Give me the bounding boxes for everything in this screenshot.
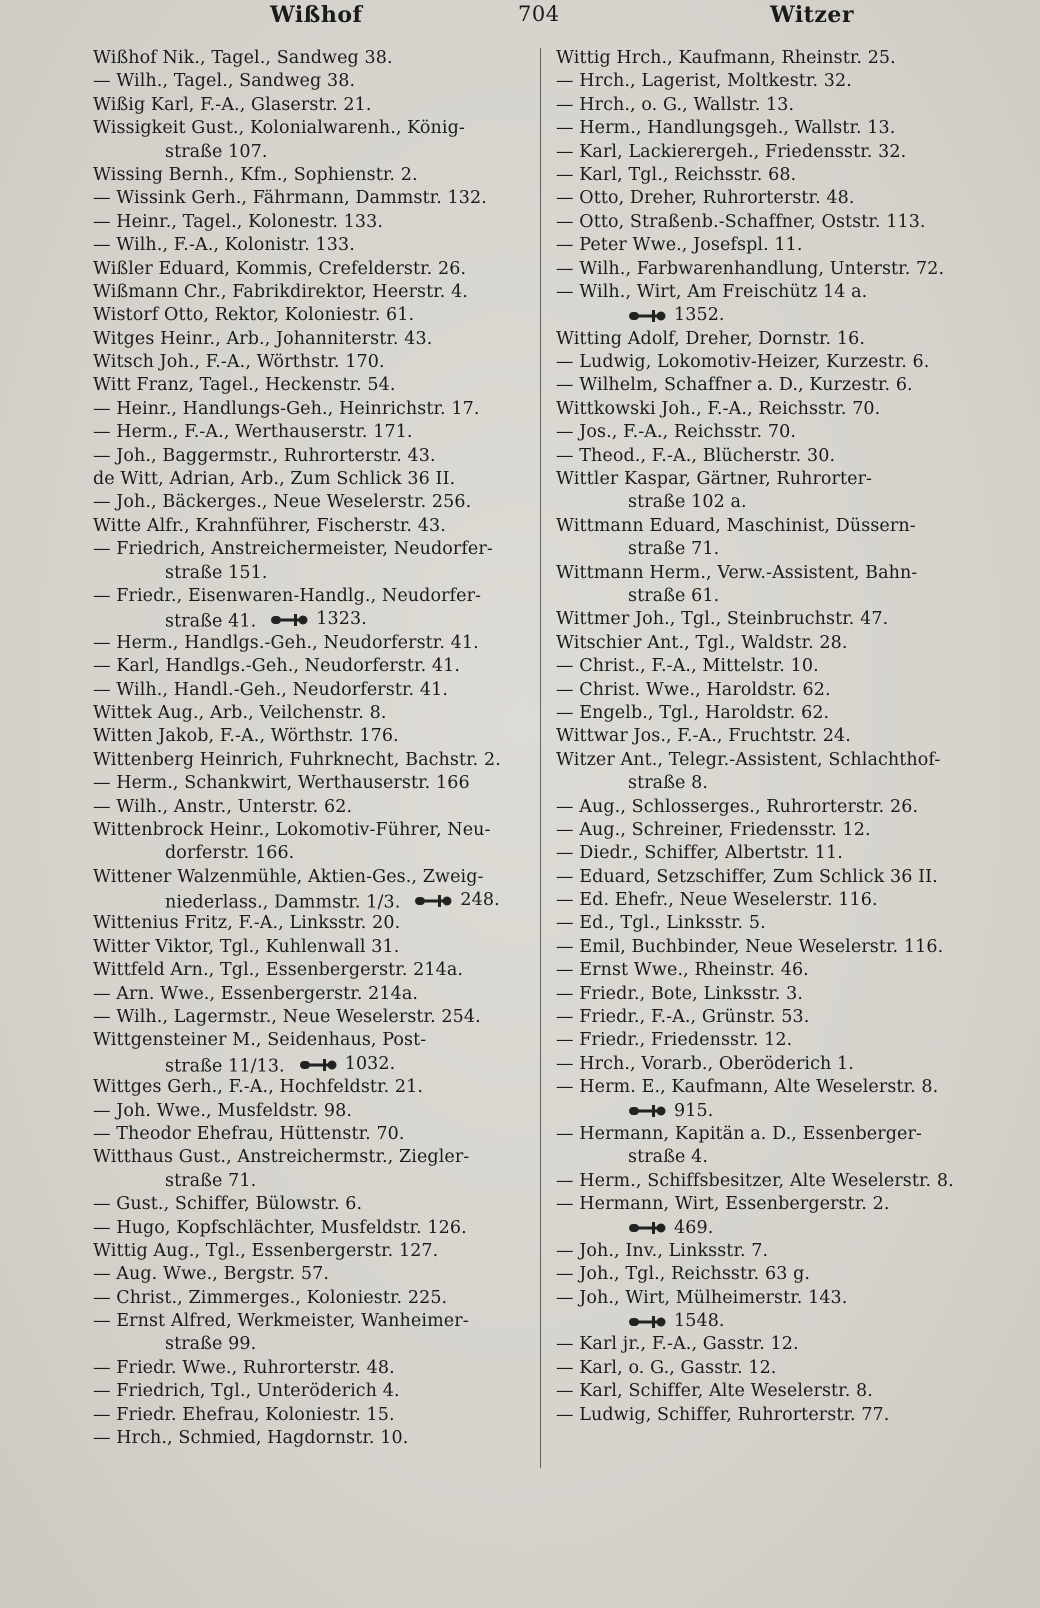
directory-entry bbox=[556, 866, 996, 889]
entry-text: — Karl, Tgl., Reichsstr. 68. bbox=[556, 164, 797, 185]
entry-text: straße 71. bbox=[628, 539, 720, 560]
header-right-keyword: Witzer bbox=[770, 2, 854, 28]
telephone-number bbox=[299, 1053, 396, 1076]
entry-text: — Friedrich, Tgl., Unteröderich 4. bbox=[93, 1381, 400, 1402]
column-divider bbox=[540, 48, 541, 1468]
entry-text: straße 71. bbox=[165, 1170, 257, 1191]
directory-entry bbox=[93, 1404, 533, 1427]
directory-entry bbox=[556, 234, 996, 257]
directory-entry bbox=[93, 912, 533, 935]
directory-entry bbox=[556, 702, 996, 725]
directory-entry bbox=[556, 351, 996, 374]
directory-entry bbox=[93, 398, 533, 421]
directory-entry bbox=[556, 1263, 996, 1286]
phone-number-text: 1323. bbox=[316, 609, 367, 630]
entry-continuation bbox=[556, 304, 996, 327]
directory-entry bbox=[556, 468, 996, 491]
directory-entry bbox=[93, 374, 533, 397]
phone-number-text: 1032. bbox=[344, 1053, 396, 1074]
entry-text: Witges Heinr., Arb., Johanniterstr. 43. bbox=[93, 328, 433, 349]
entry-text: straße 151. bbox=[165, 562, 268, 583]
entry-text: Witter Viktor, Tgl., Kuhlenwall 31. bbox=[93, 936, 400, 957]
entry-text: — Wilh., Anstr., Unterstr. 62. bbox=[93, 796, 353, 817]
telephone-number bbox=[628, 1100, 713, 1123]
entry-text: — Joh., Inv., Linksstr. 7. bbox=[556, 1240, 769, 1261]
entry-text: — Herm., Handlgs.-Geh., Neudorferstr. 41. bbox=[93, 632, 479, 653]
entry-continuation bbox=[556, 1146, 996, 1169]
right-column bbox=[556, 47, 996, 1427]
directory-entry bbox=[93, 1240, 533, 1263]
entry-text: Wittmer Joh., Tgl., Steinbruchstr. 47. bbox=[556, 609, 889, 630]
directory-entry bbox=[93, 445, 533, 468]
entry-continuation bbox=[93, 608, 533, 631]
directory-entry bbox=[556, 959, 996, 982]
entry-text: Wissigkeit Gust., Kolonialwarenh., König- bbox=[93, 118, 465, 139]
entry-text: — Engelb., Tgl., Haroldstr. 62. bbox=[556, 702, 830, 723]
directory-entry bbox=[93, 421, 533, 444]
entry-text: Wistorf Otto, Rektor, Koloniestr. 61. bbox=[93, 305, 415, 326]
entry-continuation bbox=[93, 1170, 533, 1193]
directory-entry bbox=[556, 608, 996, 631]
directory-entry bbox=[93, 1006, 533, 1029]
directory-entry bbox=[93, 187, 533, 210]
entry-text: — Theodor Ehefrau, Hüttenstr. 70. bbox=[93, 1123, 405, 1144]
entry-text: Wissing Bernh., Kfm., Sophienstr. 2. bbox=[93, 164, 418, 185]
entry-text: — Wilh., Tagel., Sandweg 38. bbox=[93, 71, 356, 92]
entry-text: Wittwar Jos., F.-A., Fruchtstr. 24. bbox=[556, 726, 851, 747]
entry-text: — Ernst Alfred, Werkmeister, Wanheimer- bbox=[93, 1311, 469, 1332]
directory-entry bbox=[556, 187, 996, 210]
entry-text: Wißhof Nik., Tagel., Sandweg 38. bbox=[93, 48, 393, 68]
directory-entry bbox=[556, 983, 996, 1006]
entry-text: Wißler Eduard, Kommis, Crefelderstr. 26. bbox=[93, 258, 467, 279]
telephone-icon bbox=[628, 1315, 668, 1329]
entry-text: — Ludwig, Schiffer, Ruhrorterstr. 77. bbox=[556, 1404, 890, 1425]
entry-text: straße 99. bbox=[165, 1334, 257, 1355]
directory-entry bbox=[93, 819, 533, 842]
directory-entry bbox=[556, 1404, 996, 1427]
directory-entry bbox=[93, 749, 533, 772]
entry-text: — Wilh., Wirt, Am Freischütz 14 a. bbox=[556, 281, 868, 302]
directory-entry bbox=[93, 351, 533, 374]
entry-text: — Christ. Wwe., Haroldstr. 62. bbox=[556, 679, 831, 700]
entry-text: — Joh., Wirt, Mülheimerstr. 143. bbox=[556, 1287, 848, 1308]
directory-entry bbox=[93, 655, 533, 678]
directory-entry bbox=[556, 117, 996, 140]
entry-text: — Hrch., Schmied, Hagdornstr. 10. bbox=[93, 1428, 409, 1449]
telephone-icon bbox=[628, 309, 668, 323]
directory-entry bbox=[556, 1123, 996, 1146]
telephone-number bbox=[270, 608, 367, 631]
directory-entry bbox=[556, 1076, 996, 1099]
entry-text: Wittenius Fritz, F.-A., Linksstr. 20. bbox=[93, 913, 401, 934]
directory-entry bbox=[556, 1053, 996, 1076]
entry-text: — Heinr., Handlungs-Geh., Heinrichstr. 17. bbox=[93, 398, 480, 419]
directory-entry bbox=[93, 515, 533, 538]
phone-number-text: 248. bbox=[460, 890, 500, 911]
entry-text: — Herm., Schiffsbesitzer, Alte Weselerstr. 8. bbox=[556, 1170, 954, 1191]
entry-text: — Wilh., Handl.-Geh., Neudorferstr. 41. bbox=[93, 679, 448, 700]
entry-text: — Christ., Zimmerges., Koloniestr. 225. bbox=[93, 1287, 448, 1308]
entry-text: Wittenberg Heinrich, Fuhrknecht, Bachstr. 2. bbox=[93, 749, 501, 770]
directory-entry bbox=[93, 1310, 533, 1333]
directory-entry bbox=[93, 117, 533, 140]
entry-text: — Friedr. Wwe., Ruhrorterstr. 48. bbox=[93, 1357, 395, 1378]
entry-text: Witt Franz, Tagel., Heckenstr. 54. bbox=[93, 375, 396, 396]
entry-text: Witte Alfr., Krahnführer, Fischerstr. 43. bbox=[93, 515, 446, 536]
directory-entry bbox=[556, 281, 996, 304]
entry-text: — Friedr., Friedensstr. 12. bbox=[556, 1030, 793, 1051]
entry-text: — Friedrich, Anstreichermeister, Neudorfer- bbox=[93, 539, 493, 560]
entry-text: — Friedr., F.-A., Grünstr. 53. bbox=[556, 1007, 810, 1028]
entry-text: Witzer Ant., Telegr.-Assistent, Schlachthof- bbox=[556, 749, 941, 770]
directory-entry bbox=[556, 1287, 996, 1310]
entry-text: Wittek Aug., Arb., Veilchenstr. 8. bbox=[93, 702, 387, 723]
directory-entry bbox=[93, 211, 533, 234]
entry-text: Wittenbrock Heinr., Lokomotiv-Führer, Neu- bbox=[93, 819, 491, 840]
entry-text: — Ed., Tgl., Linksstr. 5. bbox=[556, 913, 766, 934]
telephone-number bbox=[414, 889, 499, 912]
telephone-icon bbox=[299, 1058, 339, 1072]
entry-text: — Wilhelm, Schaffner a. D., Kurzestr. 6. bbox=[556, 375, 913, 396]
entry-text: Wittler Kaspar, Gärtner, Ruhrorter- bbox=[556, 469, 873, 490]
entry-continuation bbox=[556, 772, 996, 795]
directory-entry bbox=[556, 421, 996, 444]
directory-entry bbox=[93, 632, 533, 655]
left-column bbox=[93, 47, 533, 1450]
telephone-icon bbox=[628, 1104, 668, 1118]
entry-text: — Wilh., Farbwarenhandlung, Unterstr. 72. bbox=[556, 258, 945, 279]
telephone-icon bbox=[270, 613, 310, 627]
directory-entry bbox=[93, 1263, 533, 1286]
entry-text: — Heinr., Tagel., Kolonestr. 133. bbox=[93, 211, 384, 232]
directory-entry bbox=[93, 164, 533, 187]
telephone-number bbox=[628, 304, 725, 327]
entry-text: Witsch Joh., F.-A., Wörthstr. 170. bbox=[93, 352, 385, 373]
directory-entry bbox=[93, 1217, 533, 1240]
directory-entry bbox=[93, 491, 533, 514]
entry-text: — Otto, Straßenb.-Schaffner, Oststr. 113. bbox=[556, 211, 926, 232]
directory-entry bbox=[556, 164, 996, 187]
directory-entry bbox=[93, 1287, 533, 1310]
directory-entry bbox=[556, 141, 996, 164]
entry-text: — Otto, Dreher, Ruhrorterstr. 48. bbox=[556, 188, 855, 209]
entry-text: Wittener Walzenmühle, Aktien-Ges., Zweig- bbox=[93, 866, 484, 887]
entry-text: Wittmann Eduard, Maschinist, Düssern- bbox=[556, 515, 916, 536]
directory-entry bbox=[93, 328, 533, 351]
entry-text: straße 41. bbox=[165, 612, 257, 632]
entry-continuation bbox=[93, 1333, 533, 1356]
entry-text: straße 102 a. bbox=[628, 492, 747, 513]
entry-text: Wittfeld Arn., Tgl., Essenbergerstr. 214a. bbox=[93, 960, 464, 981]
entry-text: de Witt, Adrian, Arb., Zum Schlick 36 II. bbox=[93, 469, 456, 490]
entry-text: straße 4. bbox=[628, 1147, 709, 1168]
entry-text: Witting Adolf, Dreher, Dornstr. 16. bbox=[556, 328, 865, 349]
directory-entry bbox=[556, 562, 996, 585]
entry-text: — Christ., F.-A., Mittelstr. 10. bbox=[556, 656, 819, 677]
entry-text: — Ludwig, Lokomotiv-Heizer, Kurzestr. 6. bbox=[556, 352, 930, 373]
directory-entry bbox=[556, 515, 996, 538]
entry-text: Wittges Gerh., F.-A., Hochfeldstr. 21. bbox=[93, 1077, 424, 1098]
entry-text: Wißmann Chr., Fabrikdirektor, Heerstr. 4. bbox=[93, 281, 469, 302]
entry-text: — Herm., Schankwirt, Werthauserstr. 166 bbox=[93, 773, 470, 794]
directory-entry bbox=[93, 725, 533, 748]
entry-text: — Herm., Handlungsgeh., Wallstr. 13. bbox=[556, 118, 896, 139]
directory-entry bbox=[556, 632, 996, 655]
entry-continuation bbox=[556, 585, 996, 608]
directory-entry bbox=[93, 959, 533, 982]
entry-text: — Joh., Baggermstr., Ruhrorterstr. 43. bbox=[93, 445, 436, 466]
entry-text: — Wilh., Lagermstr., Neue Weselerstr. 254. bbox=[93, 1007, 481, 1028]
directory-entry bbox=[93, 983, 533, 1006]
entry-text: Wittkowski Joh., F.-A., Reichsstr. 70. bbox=[556, 398, 881, 419]
entry-text: Wittig Aug., Tgl., Essenbergerstr. 127. bbox=[93, 1240, 439, 1261]
entry-text: — Joh., Bäckerges., Neue Weselerstr. 256. bbox=[93, 492, 472, 513]
entry-text: Wißig Karl, F.-A., Glaserstr. 21. bbox=[93, 94, 372, 115]
directory-entry bbox=[556, 725, 996, 748]
entry-text: Wittig Hrch., Kaufmann, Rheinstr. 25. bbox=[556, 48, 896, 68]
entry-text: — Friedr. Ehefrau, Koloniestr. 15. bbox=[93, 1404, 395, 1425]
directory-entry bbox=[556, 258, 996, 281]
phone-number-text: 915. bbox=[674, 1100, 714, 1121]
entry-text: — Karl jr., F.-A., Gasstr. 12. bbox=[556, 1334, 799, 1355]
directory-entry bbox=[93, 702, 533, 725]
page-header bbox=[90, 2, 980, 36]
entry-text: — Wissink Gerh., Fährmann, Dammstr. 132. bbox=[93, 188, 487, 209]
entry-text: — Herm. E., Kaufmann, Alte Weselerstr. 8. bbox=[556, 1077, 939, 1098]
entry-text: — Hermann, Wirt, Essenbergerstr. 2. bbox=[556, 1194, 890, 1215]
directory-entry bbox=[93, 47, 533, 70]
entry-text: niederlass., Dammstr. 1/3. bbox=[165, 892, 401, 913]
entry-text: — Ed. Ehefr., Neue Weselerstr. 116. bbox=[556, 890, 878, 911]
directory-entry bbox=[556, 211, 996, 234]
directory-entry bbox=[93, 679, 533, 702]
entry-text: dorferstr. 166. bbox=[165, 843, 295, 864]
entry-continuation bbox=[93, 141, 533, 164]
directory-entry bbox=[93, 538, 533, 561]
directory-entry bbox=[93, 1146, 533, 1169]
entry-text: — Ernst Wwe., Rheinstr. 46. bbox=[556, 960, 809, 981]
directory-entry bbox=[93, 866, 533, 889]
directory-entry bbox=[93, 585, 533, 608]
phone-number-text: 1548. bbox=[674, 1311, 725, 1332]
directory-entry bbox=[93, 796, 533, 819]
directory-entry bbox=[93, 936, 533, 959]
entry-text: — Theod., F.-A., Blücherstr. 30. bbox=[556, 445, 836, 466]
directory-entry bbox=[556, 1193, 996, 1216]
directory-entry bbox=[556, 1006, 996, 1029]
entry-text: — Joh., Tgl., Reichsstr. 63 g. bbox=[556, 1264, 811, 1285]
directory-entry bbox=[93, 70, 533, 93]
directory-entry bbox=[556, 1240, 996, 1263]
entry-text: — Aug. Wwe., Bergstr. 57. bbox=[93, 1264, 330, 1285]
directory-entry bbox=[556, 936, 996, 959]
phone-number-text: 1352. bbox=[674, 305, 725, 326]
directory-entry bbox=[93, 258, 533, 281]
directory-entry bbox=[556, 445, 996, 468]
telephone-number bbox=[628, 1310, 725, 1333]
directory-entry bbox=[93, 1029, 533, 1052]
entry-text: — Hugo, Kopfschlächter, Musfeldstr. 126. bbox=[93, 1217, 467, 1238]
entry-text: — Peter Wwe., Josefspl. 11. bbox=[556, 235, 803, 256]
entry-text: — Karl, Lackierergeh., Friedensstr. 32. bbox=[556, 141, 907, 162]
page-number: 704 bbox=[518, 2, 560, 26]
directory-entry bbox=[556, 374, 996, 397]
telephone-icon bbox=[628, 1221, 668, 1235]
entry-text: — Emil, Buchbinder, Neue Weselerstr. 116. bbox=[556, 936, 944, 957]
entry-continuation bbox=[556, 538, 996, 561]
entry-text: Wittmann Herm., Verw.-Assistent, Bahn- bbox=[556, 562, 918, 583]
entry-continuation bbox=[93, 562, 533, 585]
directory-entry bbox=[556, 749, 996, 772]
directory-entry bbox=[93, 1380, 533, 1403]
directory-entry bbox=[556, 889, 996, 912]
entry-text: — Hrch., Lagerist, Moltkestr. 32. bbox=[556, 71, 852, 92]
directory-entry bbox=[556, 679, 996, 702]
entry-text: — Friedr., Bote, Linksstr. 3. bbox=[556, 983, 804, 1004]
directory-entry bbox=[93, 468, 533, 491]
directory-entry bbox=[556, 796, 996, 819]
entry-text: — Hrch., o. G., Wallstr. 13. bbox=[556, 94, 795, 115]
entry-text: — Eduard, Setzschiffer, Zum Schlick 36 II. bbox=[556, 866, 938, 887]
entry-text: — Aug., Schlosserges., Ruhrorterstr. 26. bbox=[556, 796, 919, 817]
telephone-icon bbox=[414, 894, 454, 908]
directory-entry bbox=[556, 842, 996, 865]
entry-text: — Joh. Wwe., Musfeldstr. 98. bbox=[93, 1100, 353, 1121]
directory-entry bbox=[556, 47, 996, 70]
entry-text: — Gust., Schiffer, Bülowstr. 6. bbox=[93, 1194, 363, 1215]
entry-text: — Wilh., F.-A., Kolonistr. 133. bbox=[93, 235, 355, 256]
entry-text: Witten Jakob, F.-A., Wörthstr. 176. bbox=[93, 726, 399, 747]
directory-entry bbox=[93, 234, 533, 257]
entry-continuation bbox=[556, 1100, 996, 1123]
entry-text: straße 61. bbox=[628, 585, 720, 606]
entry-text: straße 107. bbox=[165, 141, 268, 162]
directory-entry bbox=[93, 1100, 533, 1123]
entry-text: straße 8. bbox=[628, 773, 709, 794]
directory-entry bbox=[93, 772, 533, 795]
entry-text: — Karl, Schiffer, Alte Weselerstr. 8. bbox=[556, 1381, 873, 1402]
entry-text: straße 11/13. bbox=[165, 1056, 285, 1077]
directory-entry bbox=[556, 655, 996, 678]
entry-continuation bbox=[556, 491, 996, 514]
entry-continuation bbox=[93, 889, 533, 912]
entry-continuation bbox=[556, 1217, 996, 1240]
directory-entry bbox=[93, 1076, 533, 1099]
telephone-number bbox=[628, 1217, 713, 1240]
directory-entry bbox=[93, 281, 533, 304]
directory-entry bbox=[93, 304, 533, 327]
entry-text: Wittgensteiner M., Seidenhaus, Post- bbox=[93, 1030, 427, 1051]
entry-continuation bbox=[93, 1053, 533, 1076]
entry-text: — Diedr., Schiffer, Albertstr. 11. bbox=[556, 843, 843, 864]
entry-text: — Karl, Handlgs.-Geh., Neudorferstr. 41. bbox=[93, 656, 461, 677]
directory-entry bbox=[556, 1380, 996, 1403]
entry-text: — Karl, o. G., Gasstr. 12. bbox=[556, 1357, 777, 1378]
directory-entry bbox=[556, 70, 996, 93]
entry-text: — Friedr., Eisenwaren-Handlg., Neudorfer- bbox=[93, 585, 482, 606]
directory-entry bbox=[556, 1333, 996, 1356]
directory-entry bbox=[93, 1193, 533, 1216]
entry-text: — Jos., F.-A., Reichsstr. 70. bbox=[556, 422, 796, 443]
directory-entry bbox=[556, 1357, 996, 1380]
directory-entry bbox=[556, 328, 996, 351]
entry-text: Witthaus Gust., Anstreichermstr., Ziegler- bbox=[93, 1147, 470, 1168]
directory-entry bbox=[556, 819, 996, 842]
directory-entry bbox=[556, 94, 996, 117]
entry-continuation bbox=[556, 1310, 996, 1333]
directory-entry bbox=[93, 1123, 533, 1146]
entry-text: — Hrch., Vorarb., Oberöderich 1. bbox=[556, 1053, 854, 1074]
directory-entry bbox=[556, 1029, 996, 1052]
header-left-keyword: Wißhof bbox=[270, 2, 363, 28]
entry-text: — Arn. Wwe., Essenbergerstr. 214a. bbox=[93, 983, 419, 1004]
directory-entry bbox=[556, 1170, 996, 1193]
directory-entry bbox=[93, 1427, 533, 1450]
entry-text: — Hermann, Kapitän a. D., Essenberger- bbox=[556, 1123, 922, 1144]
directory-entry bbox=[93, 1357, 533, 1380]
entry-continuation bbox=[93, 842, 533, 865]
phone-number-text: 469. bbox=[674, 1217, 714, 1238]
entry-text: — Aug., Schreiner, Friedensstr. 12. bbox=[556, 819, 871, 840]
directory-entry bbox=[93, 94, 533, 117]
entry-text: — Herm., F.-A., Werthauserstr. 171. bbox=[93, 422, 413, 443]
directory-entry bbox=[556, 912, 996, 935]
directory-entry bbox=[556, 398, 996, 421]
entry-text: Witschier Ant., Tgl., Waldstr. 28. bbox=[556, 632, 848, 653]
